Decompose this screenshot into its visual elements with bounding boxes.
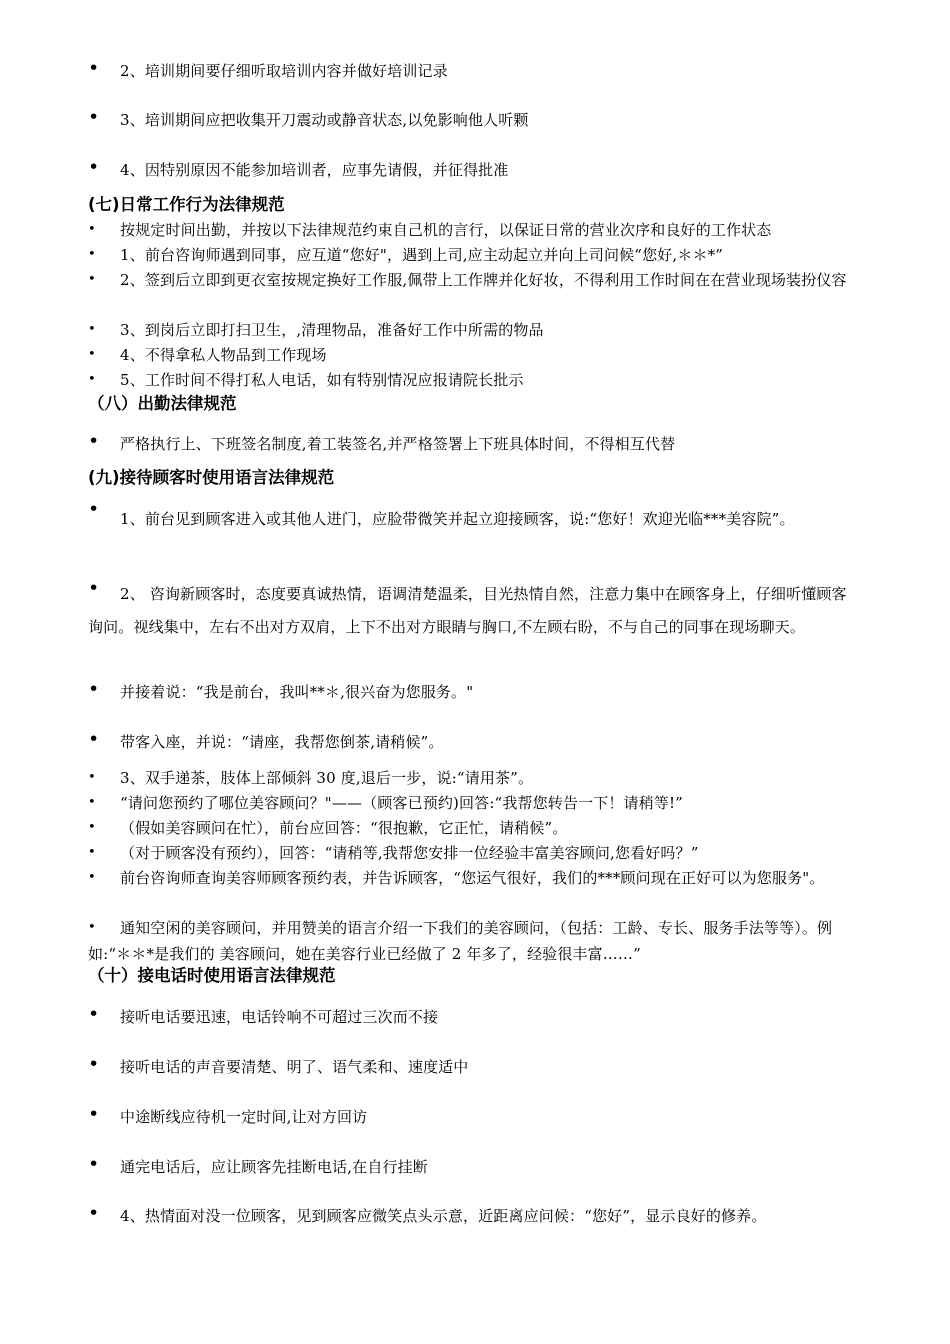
bullet-icon: • (88, 920, 96, 935)
list-item-text: （假如美容顾问在忙），前台应回答：“很抱歉，它正忙，请稍候”。 (120, 819, 568, 837)
list-item (88, 58, 850, 84)
list-item-text: “请问您预约了哪位美容顾问？"——（顾客已预约)回答:“我帮您转告一下！请稍等!” (120, 794, 683, 812)
bullet-icon: • (88, 1003, 100, 1025)
list-item-text: 严格执行上、下班签名制度,着工装签名,并严格签署上下班具体时间，不得相互代替 (120, 435, 676, 453)
list-item-text: 前台咨询师查询美容师顾客预约表，并告诉顾客，“您运气很好，我们的***顾问现在正好可以为您服务"。 (120, 869, 825, 887)
list-item (88, 1054, 850, 1080)
bullet-icon: • (88, 795, 96, 810)
bullet-icon: • (88, 222, 96, 237)
section-heading: （八）出勤法律规范 (88, 394, 237, 413)
list-item (88, 679, 850, 705)
list-item (88, 157, 850, 183)
bullet-icon: • (88, 770, 96, 785)
list-item (88, 217, 850, 243)
bullet-icon: • (88, 728, 100, 750)
list-item-text: 3、培训期间应把收集开刀震动或静音状态,以免影响他人听颗 (120, 111, 529, 129)
bullet-icon: • (88, 820, 96, 835)
list-item (88, 242, 850, 268)
bullet-icon: • (88, 1103, 100, 1125)
section-heading: (九)接待顾客时使用语言法律规范 (88, 468, 335, 487)
list-item-text: 2、培训期间要仔细听取培训内容并做好培训记录 (120, 62, 448, 80)
list-item (88, 1154, 850, 1180)
list-item-text: 2、 咨询新顾客时，态度要真诚热情，语调清楚温柔，目光热情自然，注意力集中在顾客身上，仔细听懂顾客询问。视线集中，左右不出对方双肩，上下不出对方眼睛与胸口,不左顾右盼，不与自己的同事在现场聊天。 (88, 585, 847, 636)
list-item-text: 接听电话要迅速，电话铃响不可超过三次而不接 (120, 1008, 439, 1026)
bullet-icon: • (88, 272, 96, 287)
list-item (88, 1004, 850, 1030)
bullet-icon: • (88, 322, 96, 337)
list-item-text: 1、前台咨询师遇到同事，应互道“您好"，遇到上司,应主动起立并向上司问候“您好,＊＊*” (120, 246, 724, 264)
bullet-icon: • (88, 57, 100, 79)
list-item-text: 4、因特别原因不能参加培训者，应事先请假，并征得批准 (120, 161, 509, 179)
list-item (88, 765, 850, 791)
bullet-icon: • (88, 577, 100, 599)
list-item (88, 865, 850, 891)
bullet-icon: • (88, 678, 100, 700)
list-item (88, 1203, 850, 1229)
list-item (88, 317, 850, 343)
list-item (88, 431, 850, 457)
list-item-text: 4、热情面对没一位顾客，见到顾客应微笑点头示意，近距离应问候：“您好”，显示良好的修养。 (120, 1207, 767, 1225)
bullet-icon: • (88, 498, 100, 520)
list-item (88, 1104, 850, 1130)
bullet-icon: • (88, 347, 96, 362)
bullet-icon: • (88, 845, 96, 860)
bullet-icon: • (88, 1202, 100, 1224)
list-item-text: 通知空闲的美容顾问，并用赞美的语言介绍一下我们的美容顾问，（包括：工龄、专长、服务手法等等）。例如:“＊＊*是我们的 美容顾问，她在美容行业已经做了 2 年多了，经验很丰富……” (88, 919, 833, 963)
list-item-text: 5、工作时间不得打私人电话，如有特别情况应报请院长批示 (120, 371, 524, 389)
bullet-icon: • (88, 247, 96, 262)
list-item-text: 通完电话后，应让顾客先挂断电话,在自行挂断 (120, 1158, 428, 1176)
list-item-text: 接听电话的声音要清楚、明了、语气柔和、速度适中 (120, 1058, 469, 1076)
list-item-text: 3、双手递茶，肢体上部倾斜 30 度,退后一步，说:“请用茶”。 (120, 769, 534, 787)
list-item (88, 915, 850, 967)
list-item-text: 中途断线应待机一定时间,让对方回访 (120, 1108, 368, 1126)
list-item (88, 790, 850, 816)
bullet-icon: • (88, 1153, 100, 1175)
list-item-text: 并接着说：“我是前台，我叫**＊,很兴奋为您服务。" (120, 683, 474, 701)
list-item-text: 2、签到后立即到更衣室按规定换好工作服,佩带上工作牌并化好妆，不得利用工作时间在在营业现场装扮仪容 (120, 271, 847, 289)
list-item (88, 367, 850, 393)
list-item-text: 3、到岗后立即打扫卫生，,清理物品，准备好工作中所需的物品 (120, 321, 544, 339)
bullet-icon: • (88, 106, 100, 128)
bullet-icon: • (88, 430, 100, 452)
list-item (88, 815, 850, 841)
bullet-icon: • (88, 870, 96, 885)
list-item (88, 267, 850, 293)
section-heading: (七)日常工作行为法律规范 (88, 195, 285, 214)
list-item-text: 带客入座，并说：“请座，我帮您倒茶,请稍候”。 (120, 733, 444, 751)
list-item (88, 840, 850, 866)
bullet-icon: • (88, 156, 100, 178)
list-item-text: 按规定时间出勤，并按以下法律规范约束自己机的言行，以保证日常的营业次序和良好的工作状态 (120, 221, 772, 239)
bullet-icon: • (88, 372, 96, 387)
list-item (88, 107, 850, 133)
section-heading: （十）接电话时使用语言法律规范 (88, 966, 336, 985)
list-item (88, 499, 850, 539)
list-item (88, 729, 850, 755)
bullet-icon: • (88, 1053, 100, 1075)
list-item (88, 342, 850, 368)
list-item-text: 1、前台见到顾客进入或其他人进门，应脸带微笑并起立迎接顾客，说:“您好！欢迎光临***美容院”。 (120, 510, 795, 528)
list-item-text: 4、不得拿私人物品到工作现场 (120, 346, 327, 364)
list-item (88, 578, 850, 644)
list-item-text: （对于顾客没有预约），回答：“请稍等,我帮您安排一位经验丰富美容顾问,您看好吗？” (120, 844, 699, 862)
